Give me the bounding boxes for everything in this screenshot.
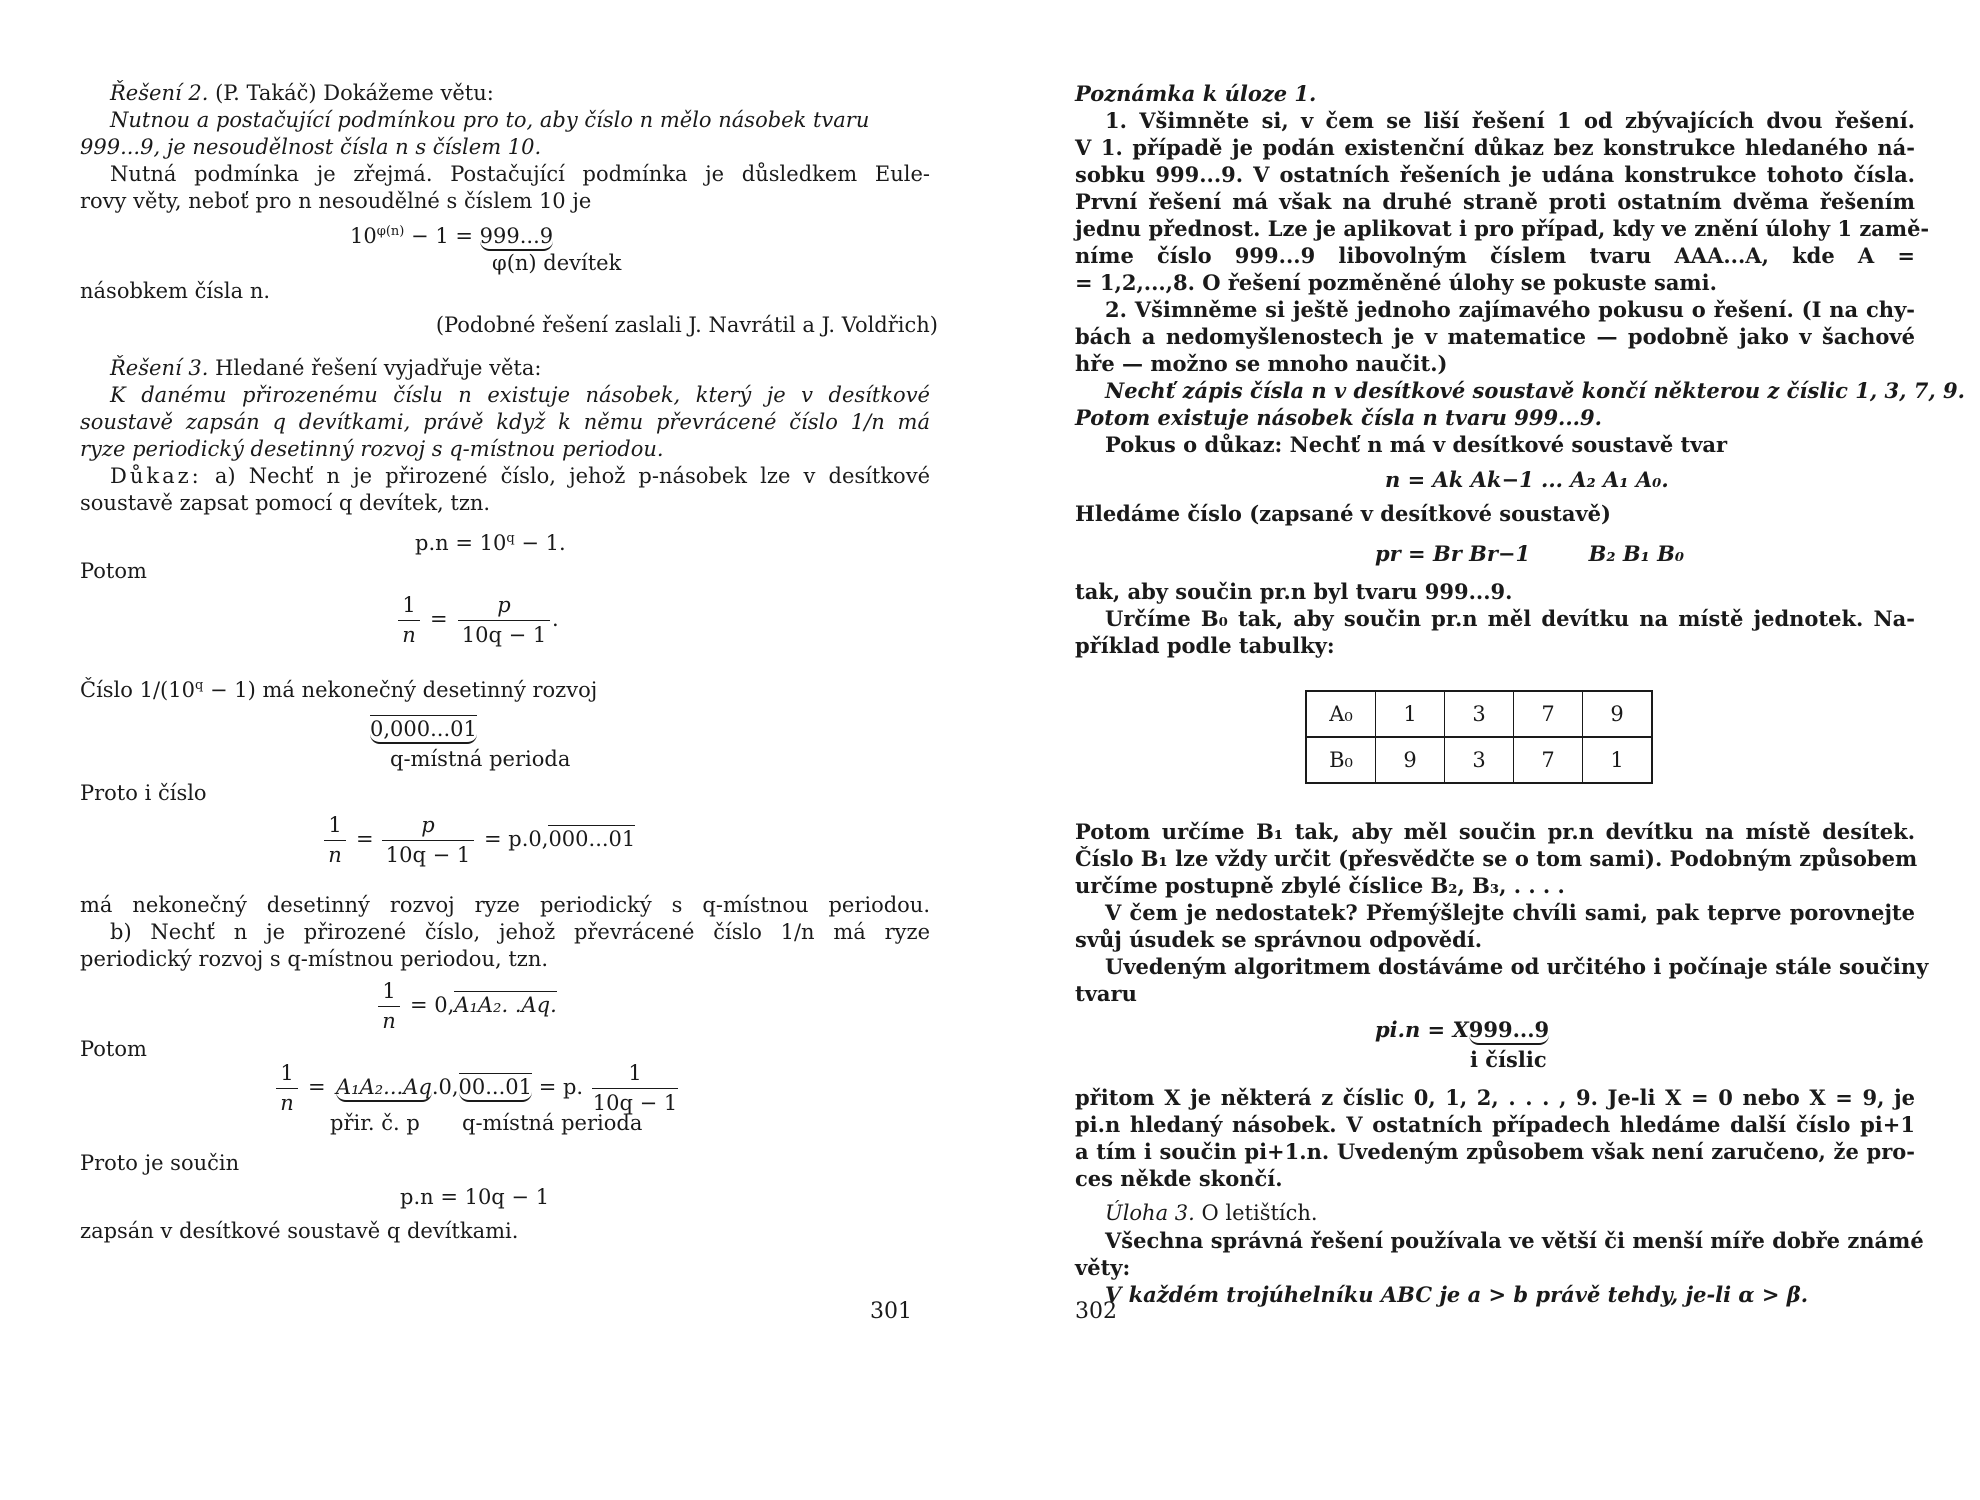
- periodic-digits: 0,000...01: [370, 715, 477, 744]
- eq-mid: − 1 =: [411, 224, 473, 248]
- table-row: [1306, 737, 1652, 783]
- paragraph-line: věty:: [1075, 1255, 1131, 1280]
- equals-sign: =: [430, 607, 448, 631]
- paragraph-line: tvaru: [1075, 981, 1137, 1006]
- exponent: q: [194, 678, 204, 693]
- paragraph-line: Proto je součin: [80, 1151, 240, 1175]
- eq-base: 10: [350, 224, 377, 248]
- numerator: 1: [328, 813, 342, 837]
- task3-heading: [1075, 1200, 1915, 1227]
- numerator: 1: [402, 593, 416, 617]
- paragraph-line: Číslo B₁ lze vždy určit (přesvědčte se o tom sami). Podobným způsobem: [1075, 846, 1918, 871]
- fraction-1-over: [592, 1060, 678, 1116]
- page-number: 301: [870, 1299, 912, 1324]
- note-line: V 1. případě je podán existenční důkaz bez konstrukce hledaného ná-: [1075, 135, 1915, 160]
- proof-line: soustavě zapsat pomocí q devítek, tzn.: [80, 491, 491, 515]
- heading-label: Řešení 3.: [110, 356, 209, 380]
- table-cell: 9: [1376, 737, 1445, 783]
- fraction-1-over-n: [324, 812, 346, 868]
- table-cell: 3: [1445, 691, 1514, 737]
- note-line: První řešení má však na druhé straně proti ostatním dvěma řešením: [1075, 189, 1915, 214]
- text: Číslo 1/(10: [80, 678, 195, 702]
- note-line: hře — možno se mnoho naučit.): [1075, 351, 1448, 376]
- paragraph-line: svůj úsudek se správnou odpovědí.: [1075, 927, 1483, 952]
- theorem-line: 999...9, je nesoudělnost čísla n s číslem 10.: [80, 135, 542, 159]
- equation-pn: [415, 525, 566, 557]
- numerator: 1: [382, 979, 396, 1003]
- underbrace-label: přir. č. p: [330, 1111, 420, 1135]
- note-line: bách a nedomyšlenostech je v matematice — podobně jako v šachové: [1075, 324, 1915, 349]
- paragraph-line: Proto i číslo: [80, 781, 207, 805]
- equation-final: p.n = 10q − 1: [400, 1185, 550, 1209]
- denominator: 10q − 1: [461, 623, 547, 647]
- periodic-digits: 000...01: [548, 827, 636, 851]
- theorem-line: Nutnou a postačující podmínkou pro to, aby číslo n mělo násobek tvaru: [110, 108, 870, 132]
- denominator: n: [382, 1009, 396, 1033]
- text: − 1) má nekonečný desetinný rozvoj: [203, 678, 598, 702]
- denominator: 10q − 1: [385, 843, 471, 867]
- eq-exponent: q: [506, 531, 515, 546]
- note-line: 2. Všimněme si ještě jednoho zajímavého pokusu o řešení. (I na chy-: [1105, 297, 1915, 322]
- paragraph-line: pi.n hledaný násobek. V ostatních případech hledáme další číslo pi+1: [1075, 1112, 1915, 1137]
- credit-line: (Podobné řešení zaslali J. Navrátil a J. Voldřich): [435, 313, 938, 337]
- note-heading: Poznámka k úloze 1.: [1075, 81, 1317, 106]
- digits-A: A₁A₂...Aq: [336, 1075, 432, 1102]
- note-line: níme číslo 999...9 libovolným číslem tvaru AAA...A, kde A =: [1075, 243, 1915, 268]
- paragraph-line: Hledáme číslo (zapsané v desítkové soustavě): [1075, 501, 1611, 526]
- table-cell: 7: [1514, 691, 1583, 737]
- equals-sign: =: [356, 827, 374, 851]
- theorem-line: K danému přirozenému číslu n existuje násobek, který je v desítkové: [110, 383, 930, 407]
- heading-label: Řešení 2.: [110, 81, 209, 105]
- equation-pi: [1375, 1016, 1549, 1043]
- text: = p.0,: [484, 827, 549, 851]
- table-cell: 7: [1514, 737, 1583, 783]
- period: .: [552, 607, 559, 631]
- numerator: 1: [280, 1061, 294, 1085]
- paragraph-line: tak, aby součin pr.n byl tvaru 999...9.: [1075, 579, 1513, 604]
- expansion-value: [370, 716, 477, 743]
- table-cell: B₀: [1306, 737, 1376, 783]
- numerator: 1: [628, 1061, 642, 1085]
- fraction-p-over: [458, 592, 550, 648]
- text: = 0,: [410, 993, 455, 1017]
- paragraph-line: Potom: [80, 1037, 147, 1061]
- page-right: [1075, 0, 1965, 1500]
- eq-nines: 999...9: [480, 224, 553, 251]
- page-number: 302: [1075, 1299, 1117, 1324]
- attempt-line: Pokus o důkaz: Nechť n má v desítkové soustavě tvar: [1105, 432, 1728, 457]
- paragraph-line: příklad podle tabulky:: [1075, 633, 1335, 658]
- proof-label: Důkaz:: [110, 464, 202, 488]
- numerator: p: [421, 813, 435, 837]
- denominator: n: [328, 843, 342, 867]
- underbrace-label: q-místná perioda: [390, 747, 571, 771]
- text: .0,: [431, 1075, 459, 1099]
- fraction-1-over-n: [398, 592, 420, 648]
- note-line: 1. Všimněte si, v čem se liší řešení 1 od zbývajících dvou řešení.: [1105, 108, 1915, 133]
- equation-p: pr = Br Br−1 B₂ B₁ B₀: [1375, 541, 1685, 566]
- table-row: [1306, 691, 1652, 737]
- note-line: = 1,2,...,8. O řešení pozměněné úlohy se pokuste sami.: [1075, 270, 1717, 295]
- underbrace-label: i číslic: [1470, 1047, 1547, 1072]
- paragraph-line: Potom: [80, 559, 147, 583]
- paragraph-line: určíme postupně zbylé číslice B₂, B₃, . . . .: [1075, 873, 1565, 898]
- note-line: jednu přednost. Lze je aplikovat i pro případ, kdy ve znění úlohy 1 zamě-: [1075, 216, 1930, 241]
- fraction-1-over-n: [378, 978, 400, 1034]
- table-cell: 3: [1445, 737, 1514, 783]
- page-left: [80, 0, 938, 1500]
- denominator: n: [402, 623, 416, 647]
- text: pi.n = X: [1375, 1017, 1469, 1042]
- denominator: n: [280, 1091, 294, 1115]
- paragraph-line: ces někde skončí.: [1075, 1166, 1283, 1191]
- paragraph-line: Uvedeným algoritmem dostáváme od určitého i počínaje stále součiny: [1105, 954, 1929, 979]
- product-expression: [336, 1074, 583, 1101]
- paragraph-line: [80, 672, 930, 704]
- table-cell: 9: [1583, 691, 1653, 737]
- digit-table: [1305, 690, 1653, 784]
- table-cell: A₀: [1306, 691, 1376, 737]
- eq-part: p.n = 10: [415, 531, 507, 555]
- expansion-tail: [484, 826, 635, 853]
- underbrace-label: q-místná perioda: [462, 1111, 643, 1135]
- paragraph-line: a tím i součin pi+1.n. Uvedeným způsobem však není zaručeno, že pro-: [1075, 1139, 1915, 1164]
- paragraph-line: V čem je nedostatek? Přemýšlejte chvíli sami, pak teprve porovnejte: [1105, 900, 1915, 925]
- claim-line: Potom existuje násobek čísla n tvaru 999...9.: [1075, 405, 1602, 430]
- heading-text: O letištích.: [1201, 1201, 1318, 1225]
- fraction-p-over: [382, 812, 474, 868]
- text: = p.: [538, 1075, 584, 1099]
- heading-label: Úloha 3.: [1105, 1201, 1195, 1225]
- equation-n: n = Ak Ak−1 ... A₂ A₁ A₀.: [1385, 467, 1669, 492]
- eq-underbrace-label: φ(n) devítek: [492, 251, 622, 275]
- heading-text: Hledané řešení vyjadřuje věta:: [215, 356, 542, 380]
- paragraph-line: b) Nechť n je přirozené číslo, jehož převrácené číslo 1/n má ryze: [110, 920, 930, 944]
- paragraph-line: přitom X je některá z číslic 0, 1, 2, . . . , 9. Je-li X = 0 nebo X = 9, je: [1075, 1085, 1915, 1110]
- paragraph-line: Nutná podmínka je zřejmá. Postačující podmínka je důsledkem Eule-: [110, 162, 930, 186]
- table-cell: 1: [1376, 691, 1445, 737]
- theorem-line: soustavě zapsán q devítkami, právě když k němu převrácené číslo 1/n má: [80, 410, 930, 434]
- equals-sign: =: [308, 1075, 326, 1099]
- euler-equation: [350, 218, 553, 250]
- periodic-digits: A₁A₂. .Aq.: [454, 993, 557, 1017]
- paragraph-line: má nekonečný desetinný rozvoj ryze periodický s q-místnou periodou.: [80, 893, 930, 917]
- paragraph-line: Všechna správná řešení používala ve větší či menší míře dobře známé: [1105, 1228, 1924, 1253]
- periodic-digits: 00...01: [459, 1073, 532, 1102]
- paragraph-line: Potom určíme B₁ tak, aby měl součin pr.n devítku na místě desítek.: [1075, 819, 1915, 844]
- theorem-line: V každém trojúhelníku ABC je a > b právě tehdy, je-li α > β.: [1105, 1282, 1809, 1307]
- claim-line: Nechť zápis čísla n v desítkové soustavě končí některou z číslic 1, 3, 7, 9.: [1105, 378, 1965, 403]
- proof-text: a) Nechť n je přirozené číslo, jehož p-násobek lze v desítkové: [214, 464, 930, 488]
- eq-exponent: φ(n): [376, 224, 405, 239]
- proof-line: [80, 463, 930, 490]
- table-cell: 1: [1583, 737, 1653, 783]
- paragraph-line: násobkem čísla n.: [80, 279, 271, 303]
- paragraph-line: periodický rozvoj s q-místnou periodou, tzn.: [80, 947, 549, 971]
- solution-2-heading: [80, 80, 930, 107]
- nines: 999...9: [1469, 1017, 1549, 1045]
- expansion: [410, 992, 557, 1019]
- paragraph-line: rovy věty, neboť pro n nesoudělné s číslem 10 je: [80, 189, 592, 213]
- heading-text: (P. Takáč) Dokážeme větu:: [215, 81, 494, 105]
- paragraph-line: zapsán v desítkové soustavě q devítkami.: [80, 1219, 519, 1243]
- denominator: 10q − 1: [592, 1091, 678, 1115]
- note-line: sobku 999...9. V ostatních řešeních je udána konstrukce tohoto čísla.: [1075, 162, 1915, 187]
- fraction-1-over-n: [276, 1060, 298, 1116]
- paragraph-line: Určíme B₀ tak, aby součin pr.n měl devítku na místě jednotek. Na-: [1105, 606, 1915, 631]
- eq-part: − 1.: [514, 531, 566, 555]
- solution-3-heading: [80, 355, 930, 382]
- theorem-line: ryze periodický desetinný rozvoj s q-místnou periodou.: [80, 437, 664, 461]
- numerator: p: [497, 593, 511, 617]
